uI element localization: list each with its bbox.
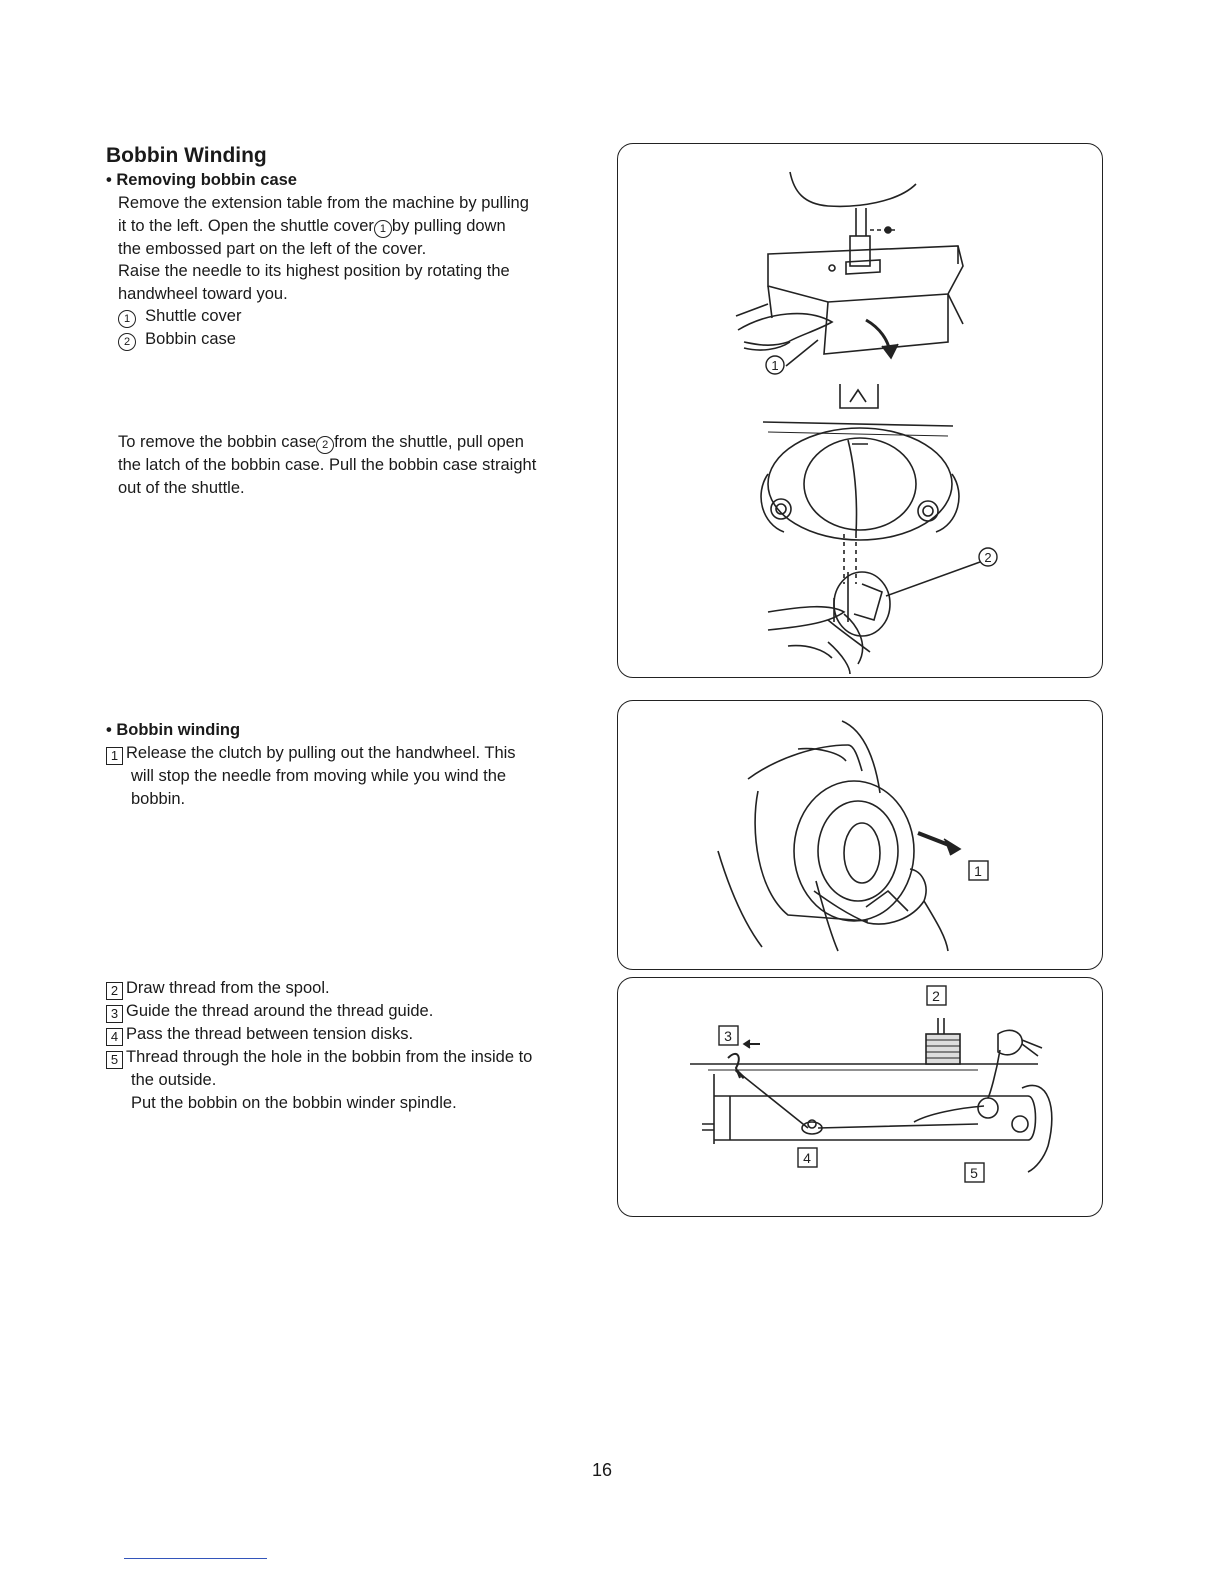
removing-instructions [118,192,529,351]
step-4: 4 Pass the thread between tension disks. [106,1023,532,1046]
legend-item-1: 1 Shuttle cover [118,305,529,328]
callout-step-2: 2 [932,988,940,1004]
steps-list [106,977,532,1114]
remove-line-2: the latch of the bobbin case. Pull the bobbin case straight [118,456,537,474]
callout-2: 2 [984,550,992,565]
page-number: 16 [592,1460,613,1480]
page-title: Bobbin Winding [106,144,267,167]
removing-line-4: Raise the needle to its highest position by rotating the [118,262,510,281]
final-instruction: Put the bobbin on the bobbin winder spindle. [131,1093,457,1112]
step-number: 1 [106,747,123,765]
step-5-continued: the outside. [131,1071,217,1089]
callout-1-mark: 1 [374,220,392,238]
removing-line-2: it to the left. Open the shuttle cover 1 by pulling down [118,215,529,238]
callout-1: 1 [771,358,779,373]
callout-step-5: 5 [970,1165,978,1181]
step-5: 5 Thread through the hole in the bobbin from the inside to [106,1046,532,1069]
callout-step-4: 4 [803,1150,811,1166]
remove-line-3: out of the shuttle. [118,478,245,497]
removing-line-3: the embossed part on the left of the cover. [118,239,427,258]
figure-shuttle-cover [617,143,1103,678]
step-1: 1 Release the clutch by pulling out the handwheel. This will stop the needle from moving while you wind the bobbin. [106,742,516,810]
remove-case-instructions [118,431,536,499]
callout-step-1: 1 [974,863,982,879]
remove-line-1: To remove the bobbin case 2 from the shuttle, pull open [118,431,536,454]
handwheel-illustration [618,701,1102,969]
figure-handwheel [617,700,1103,970]
figure-thread-path [617,977,1103,1217]
legend-item-2: 2 Bobbin case [118,328,529,351]
section-heading-removing: • Removing bobbin case [106,171,297,189]
step-2: 2 Draw thread from the spool. [106,977,532,1000]
step-3: 3 Guide the thread around the thread guide. [106,1000,532,1023]
thread-path-illustration [618,978,1102,1216]
section-heading-winding: • Bobbin winding [106,721,241,739]
callout-step-3: 3 [724,1028,732,1044]
shuttle-cover-illustration [618,144,1102,677]
removing-line-5: handwheel toward you. [118,284,288,303]
removing-line-1: Remove the extension table from the machine by pulling [118,194,529,212]
footer-rule [124,1558,267,1559]
